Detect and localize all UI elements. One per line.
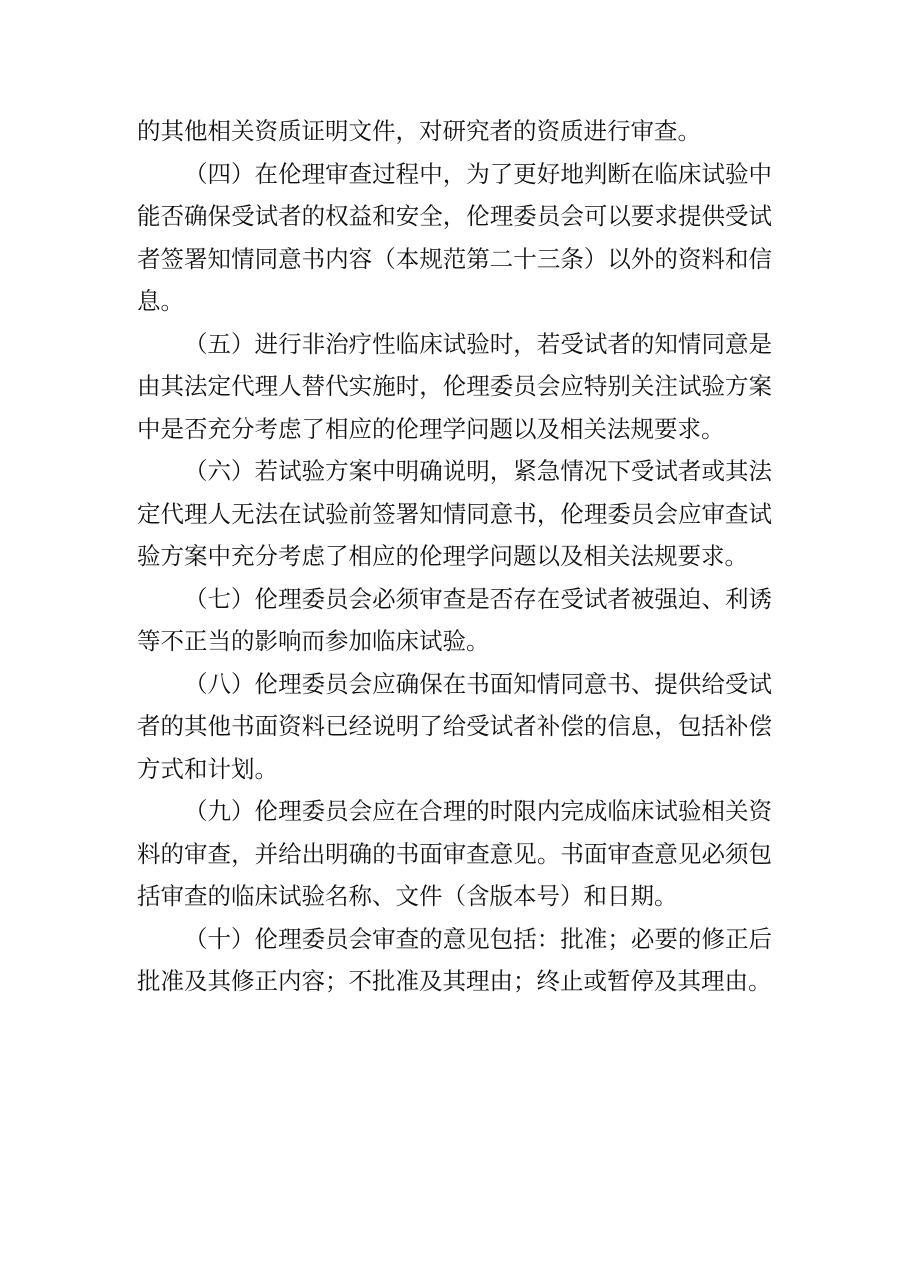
paragraph-item-6: （六）若试验方案中明确说明，紧急情况下受试者或其法定代理人无法在试验前签署知情同意书，伦理委员会应审查试验方案中充分考虑了相应的伦理学问题以及相关法规要求。 — [137, 457, 772, 570]
paragraph-continuation: 的其他相关资质证明文件，对研究者的资质进行审查。 — [137, 117, 701, 145]
paragraph-item-10: （十）伦理委员会审查的意见包括：批准；必要的修正后批准及其修正内容；不批准及其理由；终止或暂停及其理由。 — [137, 924, 772, 995]
paragraph-item-9: （九）伦理委员会应在合理的时限内完成临床试验相关资料的审查，并给出明确的书面审查意见。书面审查意见必须包括审查的临床试验名称、文件（含版本号）和日期。 — [137, 797, 772, 910]
paragraph-item-7: （七）伦理委员会必须审查是否存在受试者被强迫、利诱等不正当的影响而参加临床试验。 — [137, 584, 772, 655]
paragraph-item-8: （八）伦理委员会应确保在书面知情同意书、提供给受试者的其他书面资料已经说明了给受试者补偿的信息，包括补偿方式和计划。 — [137, 669, 772, 783]
paragraph-item-5: （五）进行非治疗性临床试验时，若受试者的知情同意是由其法定代理人替代实施时，伦理委员会应特别关注试验方案中是否充分考虑了相应的伦理学问题以及相关法规要求。 — [137, 329, 772, 443]
document-body — [137, 110, 772, 1003]
paragraph-item-4: （四）在伦理审查过程中，为了更好地判断在临床试验中能否确保受试者的权益和安全，伦理委员会可以要求提供受试者签署知情同意书内容（本规范第二十三条）以外的资料和信息。 — [137, 159, 772, 315]
